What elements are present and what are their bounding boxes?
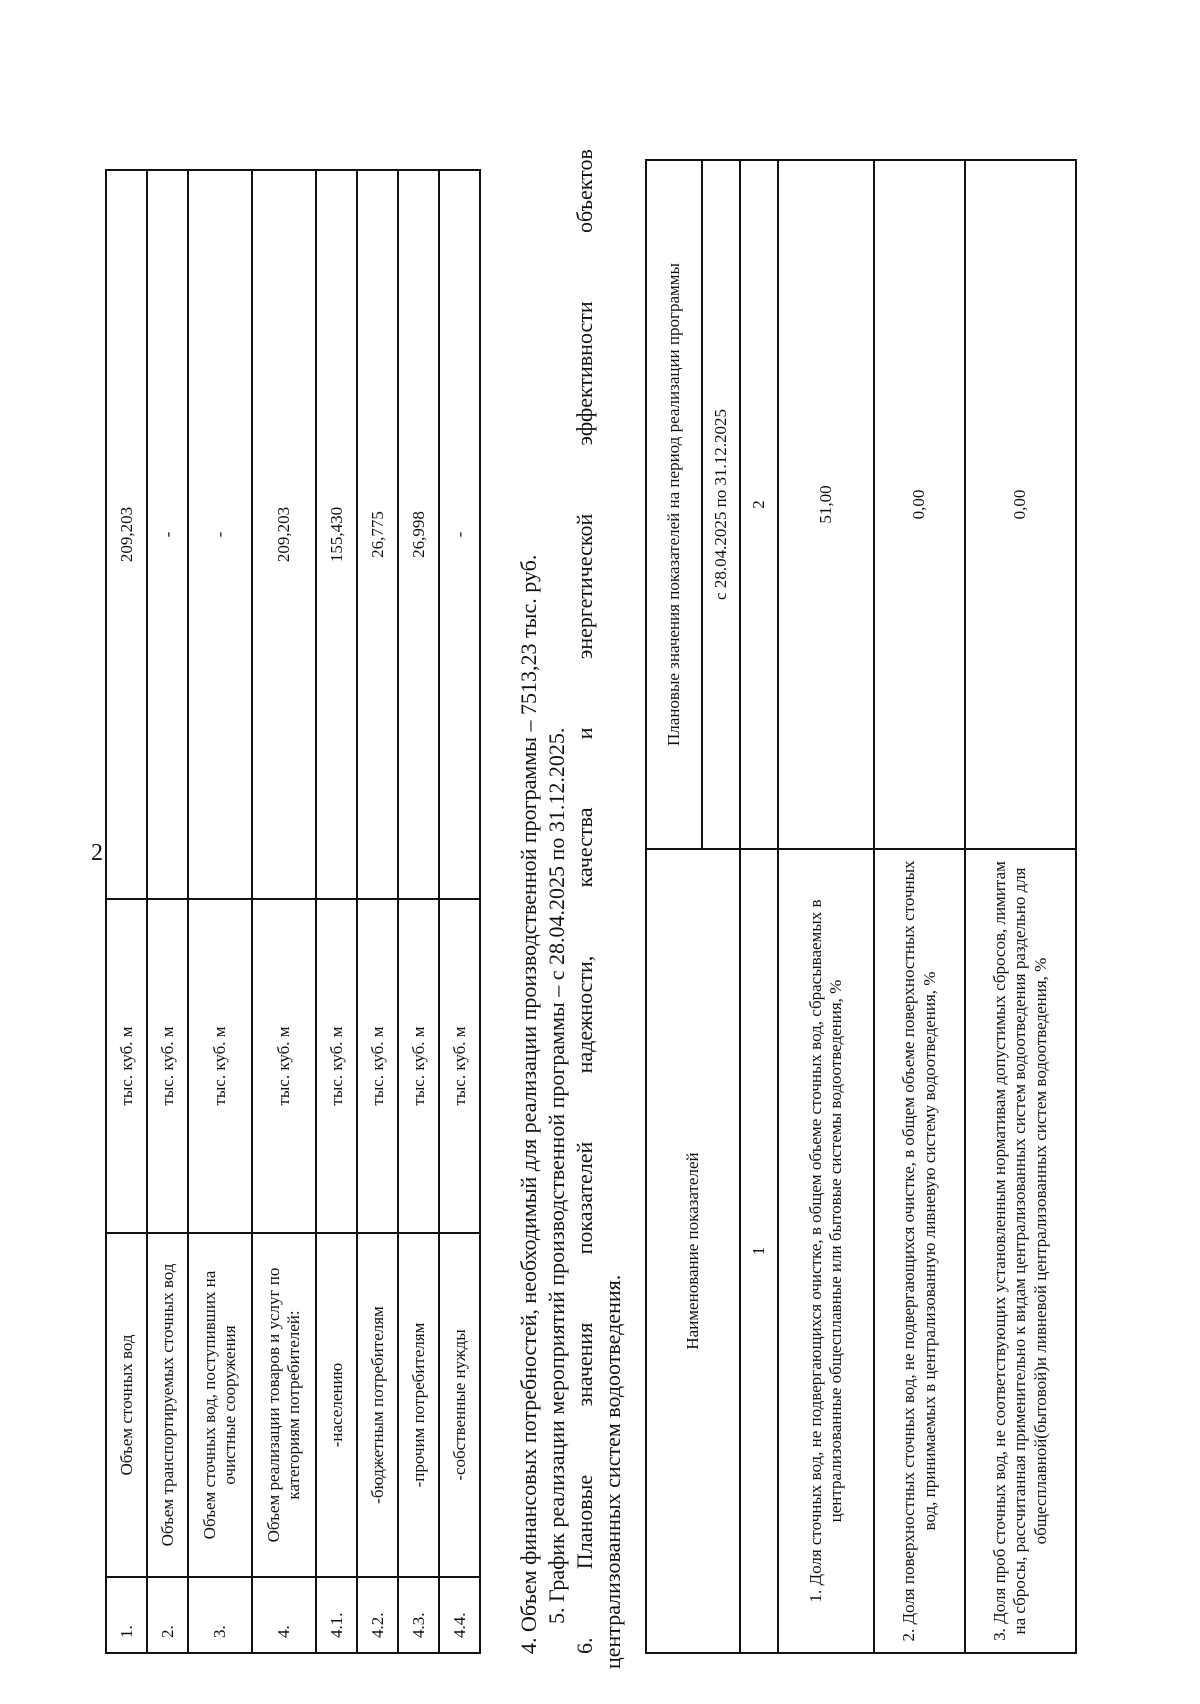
row-unit: тыс. куб. м [439, 899, 480, 1233]
row-number: 4. [252, 1577, 316, 1653]
indicator-name: 1. Доля сточных вод, не подвергающихся очистке, в общем объеме сточных вод, сбрасываемых в централизованные общесплавные или бытовые системы водоотведения, % [778, 849, 874, 1653]
row-name: -прочим потребителям [398, 1233, 439, 1577]
row-name: -населению [316, 1233, 357, 1577]
table-row [874, 160, 965, 1653]
paragraph-word: значения [572, 1322, 597, 1407]
header-name: Наименование показателей [646, 849, 740, 1653]
index-col-2: 2 [740, 160, 778, 849]
row-unit: тыс. куб. м [188, 899, 252, 1233]
row-unit: тыс. куб. м [252, 899, 316, 1233]
paragraph-word: энергетической [572, 513, 597, 660]
page-number: 2 [91, 840, 103, 866]
table-row [188, 170, 252, 1653]
table-row [439, 170, 480, 1653]
indicator-value: 0,00 [874, 160, 965, 849]
row-unit: тыс. куб. м [147, 899, 188, 1233]
row-value: 155,430 [316, 170, 357, 899]
header-period: с 28.04.2025 по 31.12.2025 [702, 160, 740, 849]
indicators-table [645, 159, 1077, 1654]
row-name: -бюджетным потребителям [357, 1233, 398, 1577]
row-number: 4.4. [439, 1577, 480, 1653]
row-number: 1. [106, 1577, 147, 1653]
paragraph-indicators-heading [571, 149, 599, 1654]
table-row [316, 170, 357, 1653]
row-number: 4.1. [316, 1577, 357, 1653]
row-value: - [439, 170, 480, 899]
paragraph-schedule: 5. График реализации мероприятий производственной программы – с 28.04.2025 по 31.12.2025. [544, 727, 569, 1624]
table-row [778, 160, 874, 1653]
table-row [965, 160, 1076, 1653]
row-value: 26,998 [398, 170, 439, 899]
table-header-row [646, 160, 702, 1653]
indicator-value: 51,00 [778, 160, 874, 849]
table-index-row [740, 160, 778, 1653]
row-value: 209,203 [106, 170, 147, 899]
row-name: -собственные нужды [439, 1233, 480, 1577]
indicator-name: 2. Доля поверхностных сточных вод, не подвергающихся очистке, в общем объеме поверхностных сточных вод, принимаемых в централизованную ливневую систему водоотведения, % [874, 849, 965, 1653]
row-number: 4.3. [398, 1577, 439, 1653]
indicator-value: 0,00 [965, 160, 1076, 849]
paragraph-word: объектов [572, 149, 597, 234]
row-value: - [188, 170, 252, 899]
row-value: - [147, 170, 188, 899]
indicator-name: 3. Доля проб сточных вод, не соответствующих установленным нормативам допустимых сбросов, лимитам на сбросы, рассчитанная применительно к видам централизованных систем водоотведения раздельно для общесплавной(бытовой)и ливневой централизованных систем водоотведения, % [965, 849, 1076, 1653]
paragraph-word: показателей [572, 1141, 597, 1255]
row-name: Объем транспортируемых сточных вод [147, 1233, 188, 1577]
table-row [398, 170, 439, 1653]
water-volume-table [105, 169, 481, 1654]
row-name: Объем сточных вод, поступивших на очистные сооружения [188, 1233, 252, 1577]
paragraph-word: и [572, 727, 597, 740]
row-value: 26,775 [357, 170, 398, 899]
table-row [252, 170, 316, 1653]
paragraph-indicators-continuation: централизованных систем водоотведения. [600, 1274, 625, 1669]
row-unit: тыс. куб. м [316, 899, 357, 1233]
paragraph-word: надежности, [572, 955, 597, 1074]
row-name: Объем сточных вод [106, 1233, 147, 1577]
paragraph-word: качества [572, 807, 597, 888]
row-number: 3. [188, 1577, 252, 1653]
paragraph-financial-needs: 4. Объем финансовых потребностей, необходимый для реализации производственной программы – 7513,23 тыс. руб. [516, 554, 541, 1654]
row-unit: тыс. куб. м [398, 899, 439, 1233]
row-number: 2. [147, 1577, 188, 1653]
table-row [106, 170, 147, 1653]
table-row [357, 170, 398, 1653]
paragraph-word: 6. [572, 1637, 597, 1654]
row-name: Объем реализации товаров и услуг по категориям потребителей: [252, 1233, 316, 1577]
row-value: 209,203 [252, 170, 316, 899]
index-col-1: 1 [740, 849, 778, 1653]
row-unit: тыс. куб. м [106, 899, 147, 1233]
row-unit: тыс. куб. м [357, 899, 398, 1233]
paragraph-word: Плановые [572, 1474, 597, 1570]
row-number: 4.2. [357, 1577, 398, 1653]
rotated-page-content [0, 144, 1200, 1704]
header-plan: Плановые значения показателей на период реализации программы [646, 160, 702, 849]
table-row [147, 170, 188, 1653]
paragraph-word: эффективности [572, 301, 597, 446]
